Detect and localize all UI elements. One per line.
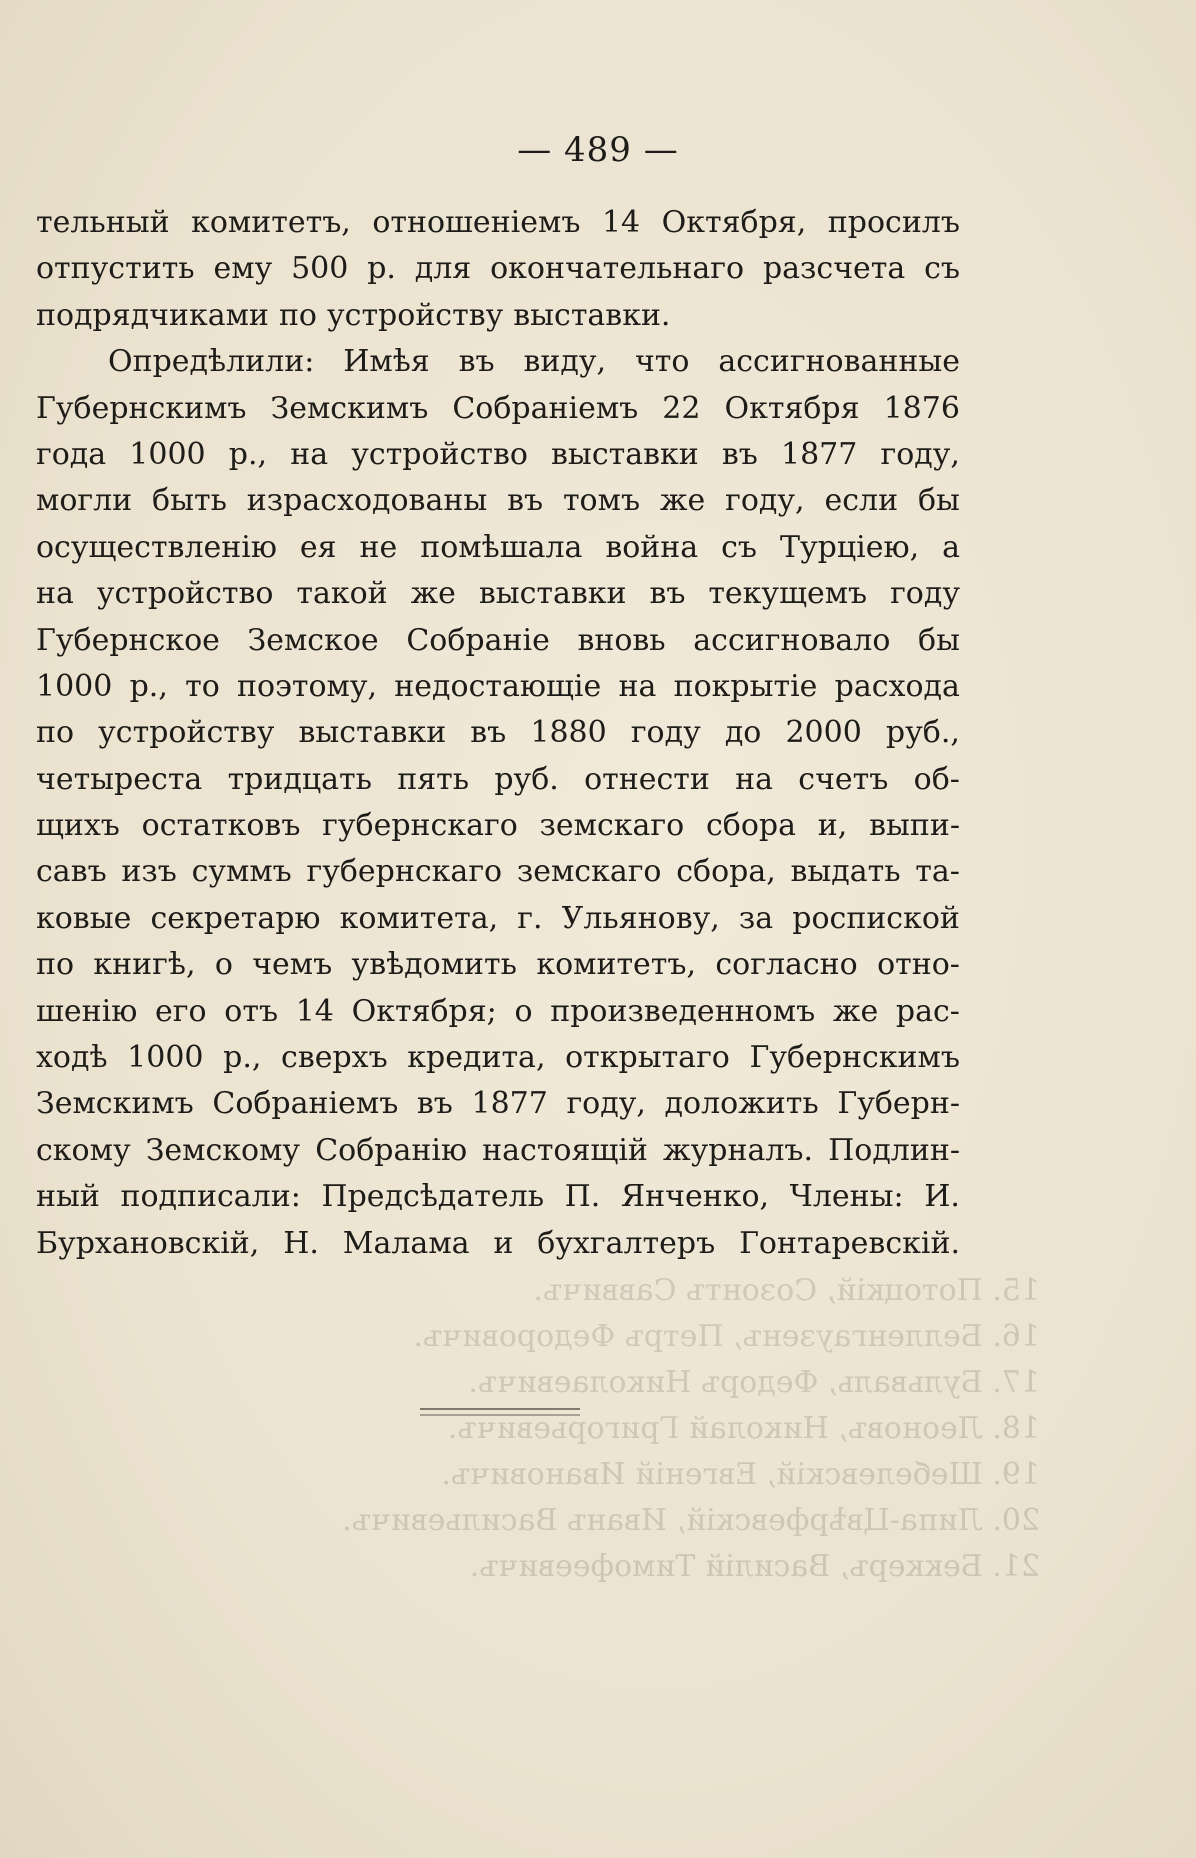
text-line xyxy=(36,246,960,292)
word: остатковъ xyxy=(141,808,301,844)
word: чемъ xyxy=(252,947,333,983)
word: такой xyxy=(296,576,388,612)
word: р. xyxy=(367,251,396,287)
word: быть xyxy=(152,483,227,519)
text-line xyxy=(36,757,960,803)
word: губернскаго xyxy=(306,854,503,890)
word: ходѣ xyxy=(36,1040,108,1076)
word: шенію xyxy=(36,993,138,1029)
word: Ульянову, xyxy=(561,900,720,936)
word: осуществленію xyxy=(36,529,277,565)
word: въ xyxy=(721,436,758,472)
word: сбора, xyxy=(676,854,776,890)
text-line xyxy=(36,942,960,988)
word: на xyxy=(36,576,74,612)
show-through-line: 17. Бульваль, Федоръ Николаевичъ. xyxy=(468,1365,1040,1400)
word: окончательнаго xyxy=(490,251,745,287)
word: подписали: xyxy=(120,1179,301,1215)
word: отпустить xyxy=(36,251,195,287)
word: изъ xyxy=(121,854,177,890)
word: савъ xyxy=(36,854,107,890)
word: ассигнованные xyxy=(718,344,960,380)
word: въ xyxy=(507,483,544,519)
word: Губернское xyxy=(36,622,220,658)
word: четыреста xyxy=(36,761,203,797)
word: по xyxy=(36,715,75,751)
word: на xyxy=(618,668,657,704)
word: выставки xyxy=(551,436,699,472)
word: Бурхановскій, xyxy=(36,1225,260,1261)
word: текущемъ xyxy=(708,576,868,612)
word: разсчета xyxy=(762,251,906,287)
text-line xyxy=(36,710,960,756)
show-through-line: 15. Потоцкій, Созонтъ Саввичъ. xyxy=(533,1273,1040,1308)
word: 1877 xyxy=(781,436,858,472)
word: выставки xyxy=(478,576,627,612)
text-line xyxy=(36,200,960,246)
word: открытаго xyxy=(565,1040,730,1076)
body-text xyxy=(36,200,960,1267)
word: о xyxy=(214,947,233,983)
word: Земскимъ xyxy=(270,390,429,426)
word: ассигновало xyxy=(693,622,891,658)
word: р., xyxy=(129,668,168,704)
word: томъ xyxy=(562,483,641,519)
word: по xyxy=(278,297,317,333)
word: бы xyxy=(918,622,960,658)
word: а xyxy=(942,529,960,565)
word: устройство xyxy=(96,576,274,612)
word: году xyxy=(630,715,701,751)
text-line xyxy=(36,849,960,895)
word: въ xyxy=(416,1086,453,1122)
word: роспиской xyxy=(792,900,960,936)
word: г. xyxy=(517,900,543,936)
word: комитетъ, xyxy=(536,947,697,983)
word: Малама xyxy=(342,1225,470,1261)
word: Земскому xyxy=(145,1132,301,1168)
word: за xyxy=(738,900,774,936)
word: Собраніе xyxy=(406,622,550,658)
word: Губернскимъ xyxy=(36,390,247,426)
word: Земское xyxy=(247,622,379,658)
word: что xyxy=(634,344,690,380)
word: комитета, xyxy=(339,900,499,936)
word: 14 xyxy=(601,205,641,240)
word: бы xyxy=(917,483,960,519)
word: Октября xyxy=(724,390,860,426)
text-line xyxy=(36,293,960,339)
word: счетъ xyxy=(798,761,889,797)
word: году, xyxy=(725,483,805,519)
word: на xyxy=(290,436,329,472)
word: произведенномъ xyxy=(550,993,816,1029)
word: расхода xyxy=(834,668,960,704)
word: 1880 xyxy=(530,715,607,751)
word: выставки. xyxy=(513,297,671,333)
text-line xyxy=(36,478,960,524)
word: отнести xyxy=(584,761,710,797)
show-through-line: 18. Леоновъ, Николай Григорьевичъ. xyxy=(447,1411,1040,1446)
show-through-line: 16. Белленгаузенъ, Петръ Федоровичъ. xyxy=(413,1319,1040,1354)
text-line xyxy=(36,618,960,664)
word: земскаго xyxy=(539,808,685,844)
word: руб. xyxy=(494,761,559,797)
word: Собраніемъ xyxy=(452,390,639,426)
word: съ xyxy=(721,529,758,565)
word: недостающіе xyxy=(394,668,602,704)
word: Октября; xyxy=(351,993,497,1029)
word: бухгалтеръ xyxy=(537,1225,716,1261)
word: въ xyxy=(458,344,495,380)
word: увѣдомить xyxy=(351,947,517,983)
text-line xyxy=(36,1174,960,1220)
word: П. xyxy=(564,1179,601,1215)
word: не xyxy=(359,529,398,565)
word: могли xyxy=(36,483,133,519)
word: просилъ xyxy=(827,205,960,240)
text-line xyxy=(36,803,960,849)
word: въ xyxy=(470,715,507,751)
word: если xyxy=(824,483,899,519)
word: Имѣя xyxy=(343,344,430,380)
show-through-line: 19. Шебелевскій, Евгеній Ивановичъ. xyxy=(441,1457,1040,1492)
word: году xyxy=(890,576,960,612)
word: р., xyxy=(228,436,268,472)
word: 500 xyxy=(291,251,349,287)
word: устройству xyxy=(98,715,275,751)
word: 1877 xyxy=(471,1086,548,1122)
text-line xyxy=(36,1221,960,1267)
show-through-text xyxy=(340,1268,1040,1590)
word: отношеніемъ xyxy=(372,205,581,240)
word: Земскимъ xyxy=(36,1086,194,1122)
word: пять xyxy=(397,761,470,797)
word: р., xyxy=(223,1040,262,1076)
word: отно- xyxy=(877,947,960,983)
word: Губернскимъ xyxy=(749,1040,960,1076)
word: ковые xyxy=(36,900,132,936)
text-line xyxy=(36,571,960,617)
word: тридцать xyxy=(227,761,372,797)
word: ея xyxy=(299,529,337,565)
word: книгѣ, xyxy=(93,947,196,983)
word: года xyxy=(36,436,107,472)
word: комитетъ, xyxy=(191,205,351,240)
word: руб., xyxy=(885,715,960,751)
word: тельный xyxy=(36,205,170,240)
word: Предсѣдатель xyxy=(321,1179,545,1215)
word: Турціею, xyxy=(779,529,920,565)
word: устройство xyxy=(351,436,528,472)
word: году, xyxy=(566,1086,646,1122)
word: съ xyxy=(924,251,960,287)
word: скому xyxy=(36,1132,131,1168)
word: подрядчиками xyxy=(36,297,269,333)
word: о xyxy=(514,993,533,1029)
word: Октября, xyxy=(661,205,807,240)
word: для xyxy=(414,251,472,287)
word: кредита, xyxy=(407,1040,546,1076)
word: устройству xyxy=(327,297,504,333)
word: 1000 xyxy=(129,436,206,472)
word: 14 xyxy=(295,993,334,1029)
word: та- xyxy=(915,854,960,890)
text-line xyxy=(36,989,960,1035)
word: 1000 xyxy=(36,668,113,704)
word: 2000 xyxy=(785,715,862,751)
word: земскаго xyxy=(516,854,662,890)
word: журналъ. xyxy=(663,1132,814,1168)
word: 22 xyxy=(662,390,701,426)
text-line xyxy=(36,664,960,710)
word: выставки xyxy=(298,715,447,751)
page-number: — 489 — xyxy=(517,130,679,170)
word: его xyxy=(155,993,207,1029)
word: израсходованы xyxy=(246,483,488,519)
word: война xyxy=(605,529,699,565)
word: то xyxy=(185,668,220,704)
word: Собранію xyxy=(315,1132,468,1168)
word: И. xyxy=(924,1179,960,1215)
text-line xyxy=(36,896,960,942)
word: покрытіе xyxy=(673,668,818,704)
word: и xyxy=(493,1225,514,1261)
word: секретарю xyxy=(150,900,321,936)
word: до xyxy=(724,715,762,751)
word: по xyxy=(36,947,75,983)
word: отъ xyxy=(224,993,279,1029)
text-line xyxy=(36,432,960,478)
word: выдать xyxy=(790,854,901,890)
word: и, xyxy=(817,808,848,844)
word: Гонтаревскій. xyxy=(739,1225,960,1261)
word: вновь xyxy=(577,622,666,658)
word: сбора xyxy=(705,808,796,844)
word: Н. xyxy=(283,1225,319,1261)
text-line xyxy=(36,1035,960,1081)
word: настоящій xyxy=(482,1132,648,1168)
word: виду, xyxy=(523,344,607,380)
word: же xyxy=(410,576,456,612)
word: сверхъ xyxy=(281,1040,388,1076)
word: поэтому, xyxy=(237,668,378,704)
word: доложить xyxy=(664,1086,819,1122)
text-line xyxy=(36,339,960,385)
word: Губерн- xyxy=(837,1086,960,1122)
word: согласно xyxy=(715,947,858,983)
show-through-line: 21. Беккеръ, Василій Тимофеевичъ. xyxy=(469,1549,1040,1584)
text-line xyxy=(36,1081,960,1127)
word: 1876 xyxy=(883,390,960,426)
word: об- xyxy=(913,761,960,797)
word: году, xyxy=(880,436,960,472)
word: 1000 xyxy=(127,1040,204,1076)
word: суммъ xyxy=(191,854,292,890)
word: ему xyxy=(213,251,273,287)
word: въ xyxy=(649,576,686,612)
word: помѣшала xyxy=(420,529,583,565)
word: Собраніемъ xyxy=(212,1086,399,1122)
text-line xyxy=(36,1128,960,1174)
word: Янченко, xyxy=(620,1179,770,1215)
word: же xyxy=(659,483,706,519)
text-line xyxy=(36,525,960,571)
text-line xyxy=(36,386,960,432)
word: рас- xyxy=(895,993,960,1029)
word: Подлин- xyxy=(828,1132,960,1168)
word: Члены: xyxy=(789,1179,904,1215)
word: выпи- xyxy=(869,808,960,844)
word: же xyxy=(832,993,879,1029)
word: щихъ xyxy=(36,808,120,844)
word: на xyxy=(735,761,774,797)
word: ный xyxy=(36,1179,100,1215)
word: губернскаго xyxy=(322,808,518,844)
word: Опредѣлили: xyxy=(108,344,315,380)
show-through-line: 20. Липа-Цвѣрфевскій, Иванъ Васильевичъ. xyxy=(342,1503,1040,1538)
